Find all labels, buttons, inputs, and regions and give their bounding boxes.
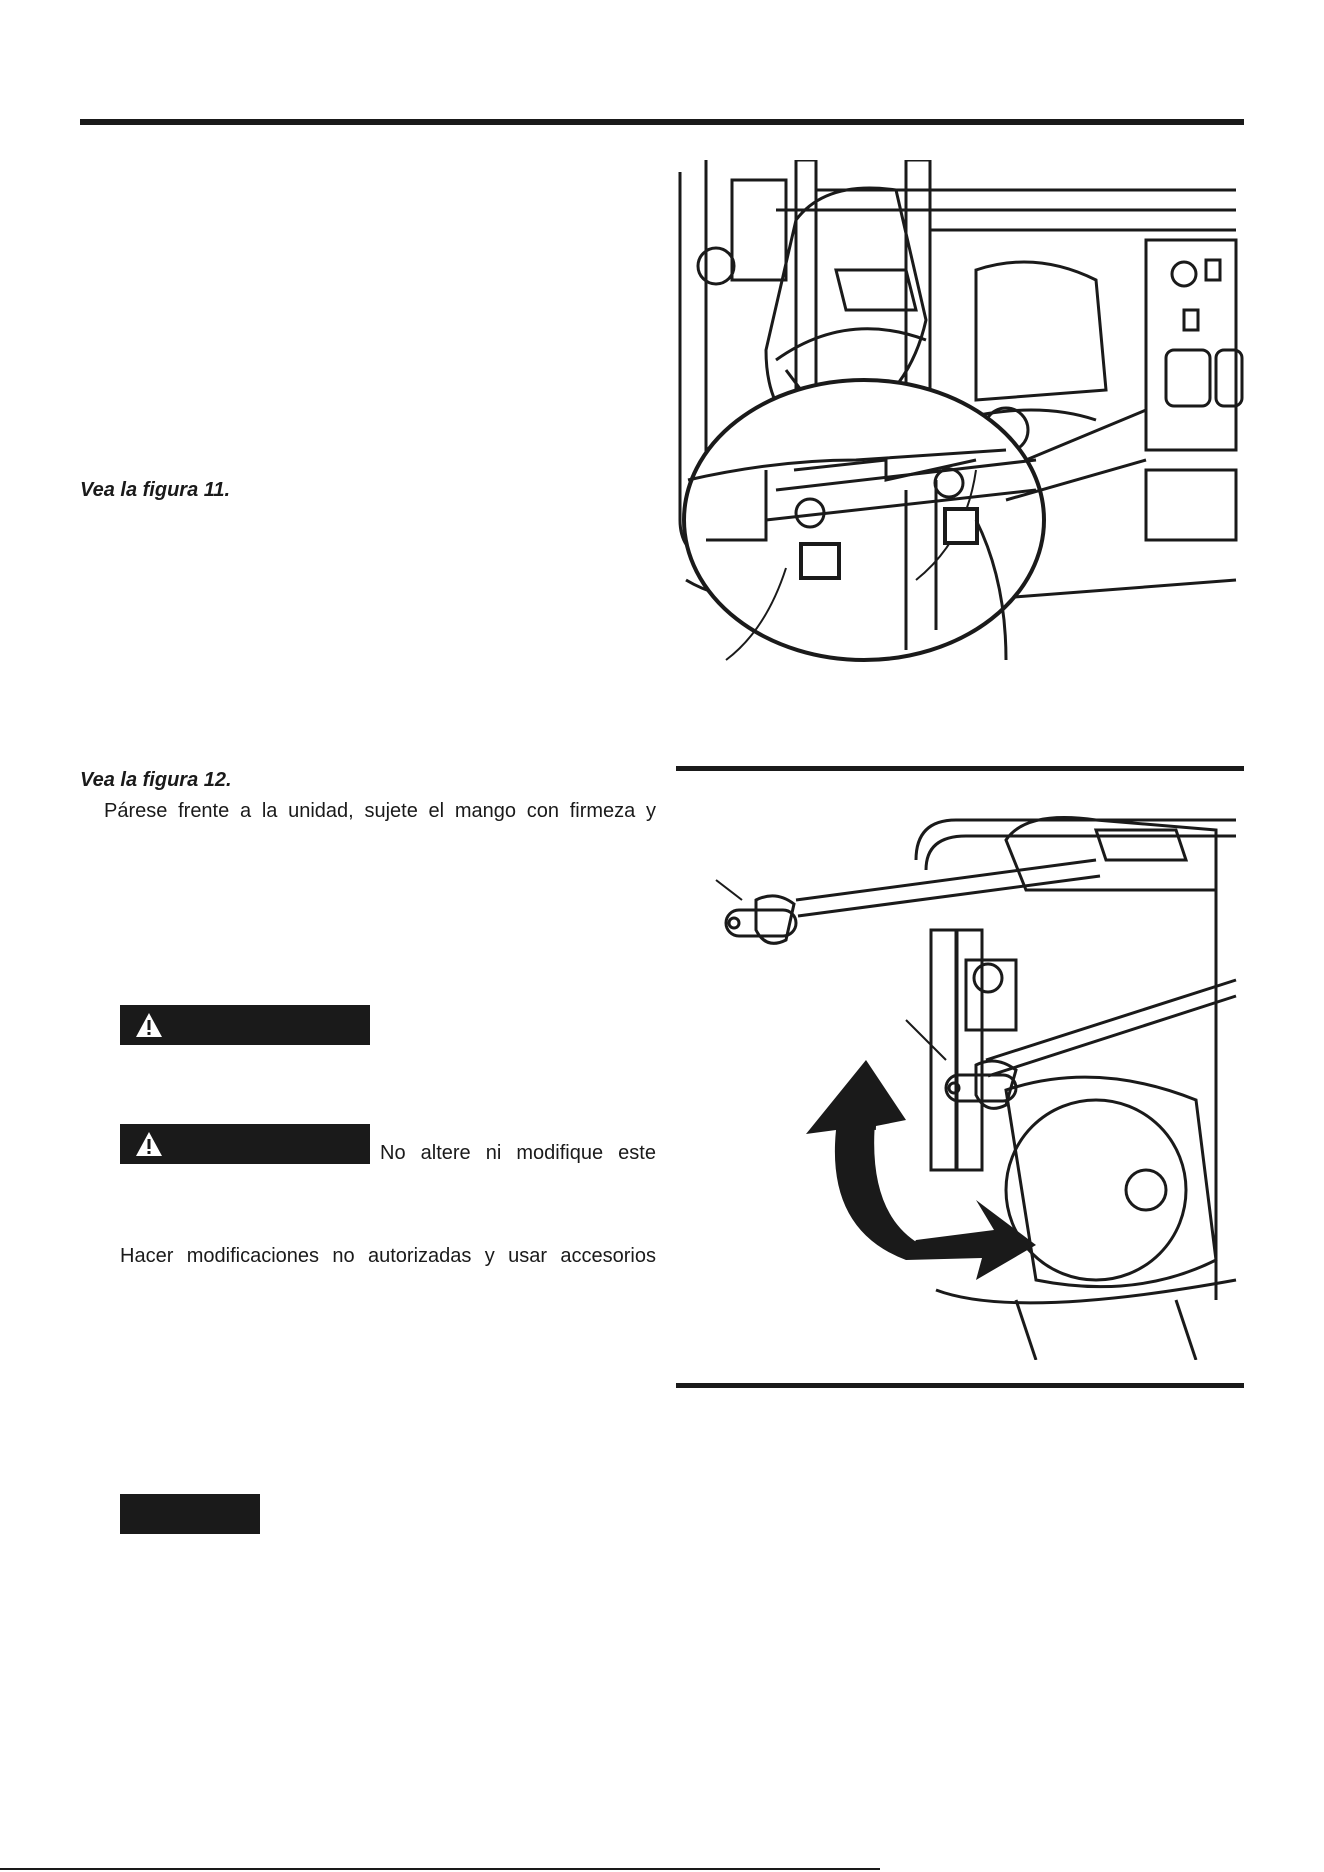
handle-instruction-paragraph: Párese frente a la unidad, sujete el mango con firmeza y [104,800,656,822]
warning-label-bar-1 [120,1005,370,1045]
figure-12-illustration [676,800,1244,1360]
figure-12-bottom-rule [676,1383,1244,1388]
figure-11-reference: Vea la figura 11. [80,479,231,501]
figure-11-illustration [676,160,1244,692]
figure-12-reference: Vea la figura 12. [80,769,232,791]
notice-label-bar [120,1494,260,1534]
footer-edge-line [0,1868,880,1870]
modify-warning-text: No altere ni modifique este [380,1142,656,1164]
unauthorized-modifications-paragraph: Hacer modificaciones no autorizadas y usar accesorios [120,1245,656,1267]
warning-label-bar-2 [120,1124,370,1164]
header-rule [80,119,1244,125]
warning-triangle-icon [134,1011,164,1039]
figure-12-top-rule [676,766,1244,771]
warning-triangle-icon [134,1130,164,1158]
